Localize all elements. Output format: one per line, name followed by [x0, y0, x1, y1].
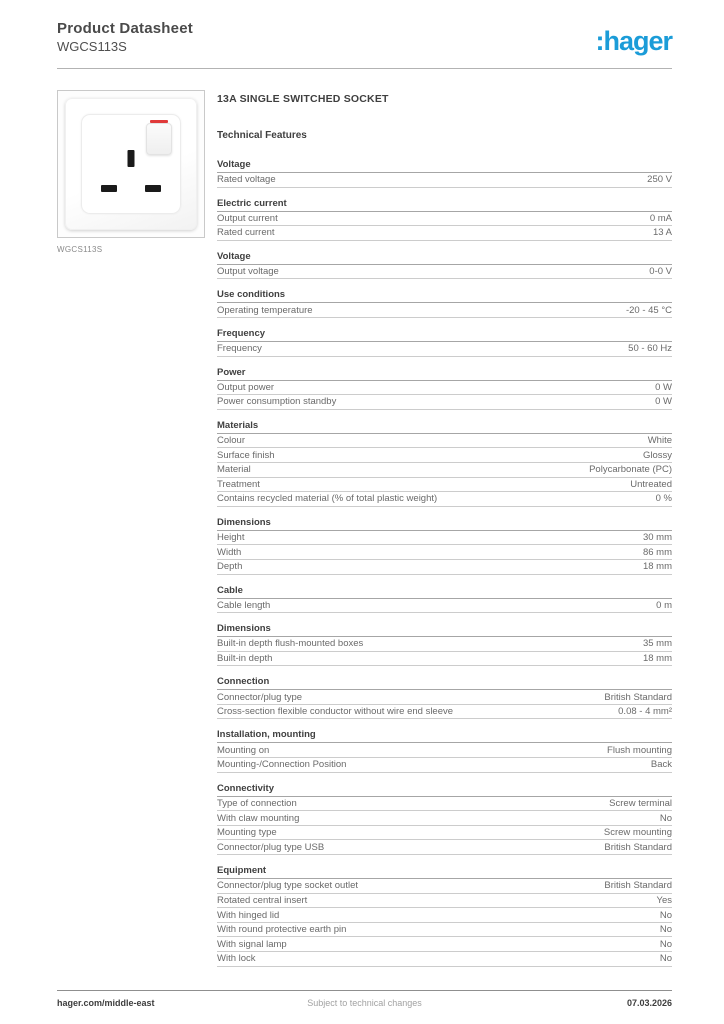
- spec-row: [217, 952, 672, 967]
- spec-row: [217, 879, 672, 894]
- spec-label: Output voltage: [217, 266, 279, 278]
- spec-label: With claw mounting: [217, 812, 300, 824]
- spec-value: 18 mm: [642, 561, 672, 573]
- switch-indicator: [150, 120, 168, 123]
- spec-label: Treatment: [217, 478, 260, 490]
- spec-row: [217, 937, 672, 952]
- spec-row: [217, 303, 672, 318]
- spec-label: Rated voltage: [217, 174, 276, 186]
- spec-label: Mounting on: [217, 744, 270, 756]
- section-title: Use conditions: [217, 288, 672, 303]
- spec-row: [217, 826, 672, 841]
- spec-label: Depth: [217, 561, 243, 573]
- spec-row: [217, 923, 672, 938]
- spec-value: 0 %: [655, 493, 672, 505]
- spec-row: [217, 652, 672, 667]
- spec-label: Built-in depth: [217, 652, 273, 664]
- spec-label: Width: [217, 546, 242, 558]
- spec-section: [217, 516, 672, 575]
- spec-label: Type of connection: [217, 797, 297, 809]
- spec-value: 0 W: [655, 381, 672, 393]
- spec-row: [217, 599, 672, 614]
- section-title: Voltage: [217, 158, 672, 173]
- section-title: Installation, mounting: [217, 728, 672, 743]
- spec-label: Mounting type: [217, 827, 277, 839]
- spec-label: With lock: [217, 953, 256, 965]
- spec-value: British Standard: [604, 880, 672, 892]
- spec-value: 0 mA: [649, 212, 672, 224]
- spec-section: [217, 158, 672, 188]
- section-title: Materials: [217, 419, 672, 434]
- spec-value: 86 mm: [642, 546, 672, 558]
- spec-row: [217, 463, 672, 478]
- spec-section: [217, 864, 672, 967]
- footer-divider: [57, 990, 672, 991]
- spec-value: 30 mm: [642, 532, 672, 544]
- spec-label: Connector/plug type USB: [217, 841, 325, 853]
- spec-value: British Standard: [604, 691, 672, 703]
- product-title: 13A SINGLE SWITCHED SOCKET: [217, 93, 389, 105]
- hager-logo: :hager: [595, 26, 672, 56]
- spec-section: [217, 366, 672, 410]
- spec-row: [217, 690, 672, 705]
- spec-value: Screw terminal: [609, 797, 672, 809]
- spec-value: White: [647, 435, 672, 447]
- spec-label: Operating temperature: [217, 304, 313, 316]
- spec-section: [217, 327, 672, 357]
- spec-section: [217, 728, 672, 772]
- spec-row: [217, 212, 672, 227]
- spec-row: [217, 758, 672, 773]
- spec-value: 35 mm: [642, 638, 672, 650]
- section-title: Dimensions: [217, 516, 672, 531]
- spec-row: [217, 637, 672, 652]
- spec-value: 0.08 - 4 mm²: [618, 706, 672, 718]
- section-title: Frequency: [217, 327, 672, 342]
- spec-label: Frequency: [217, 343, 262, 355]
- spec-value: No: [659, 953, 672, 965]
- section-title: Equipment: [217, 864, 672, 879]
- spec-label: Surface finish: [217, 449, 275, 461]
- spec-section: [217, 419, 672, 507]
- spec-label: With signal lamp: [217, 938, 287, 950]
- spec-row: [217, 531, 672, 546]
- spec-label: With hinged lid: [217, 909, 280, 921]
- earth-slot: [128, 150, 135, 167]
- section-title: Voltage: [217, 250, 672, 265]
- spec-row: [217, 342, 672, 357]
- spec-value: 13 A: [652, 227, 672, 239]
- spec-row: [217, 545, 672, 560]
- spec-value: Yes: [656, 894, 672, 906]
- footer-date: 07.03.2026: [626, 998, 672, 1008]
- section-title: Connectivity: [217, 782, 672, 797]
- socket-plate: [65, 98, 197, 230]
- section-title: Cable: [217, 584, 672, 599]
- page-title: Product Datasheet: [57, 20, 193, 37]
- spec-label: Built-in depth flush-mounted boxes: [217, 638, 364, 650]
- live-slot: [101, 185, 117, 192]
- spec-row: [217, 381, 672, 396]
- spec-row: [217, 811, 672, 826]
- spec-row: [217, 908, 672, 923]
- product-reference: WGCS113S: [57, 39, 127, 54]
- spec-value: 250 V: [647, 174, 672, 186]
- spec-sections: [217, 158, 672, 967]
- spec-value: Screw mounting: [603, 827, 672, 839]
- spec-label: Colour: [217, 435, 245, 447]
- spec-label: Cable length: [217, 599, 271, 611]
- spec-section: [217, 675, 672, 719]
- spec-value: Untreated: [630, 478, 672, 490]
- spec-row: [217, 705, 672, 720]
- spec-row: [217, 743, 672, 758]
- spec-label: Contains recycled material (% of total plastic weight): [217, 493, 438, 505]
- spec-label: Output current: [217, 212, 278, 224]
- spec-value: -20 - 45 °C: [625, 304, 672, 316]
- page-header: [57, 20, 672, 54]
- spec-value: 0-0 V: [649, 266, 672, 278]
- rocker-switch: [146, 123, 172, 155]
- product-image: [57, 90, 205, 238]
- spec-section: [217, 622, 672, 666]
- spec-label: Material: [217, 464, 251, 476]
- section-title: Connection: [217, 675, 672, 690]
- footer-disclaimer: Subject to technical changes: [307, 998, 422, 1008]
- neutral-slot: [145, 185, 161, 192]
- spec-value: Polycarbonate (PC): [589, 464, 672, 476]
- spec-section: [217, 584, 672, 614]
- spec-value: 0 W: [655, 396, 672, 408]
- spec-value: Glossy: [642, 449, 672, 461]
- spec-section: [217, 197, 672, 241]
- spec-value: No: [659, 924, 672, 936]
- spec-value: Back: [650, 759, 672, 771]
- spec-section: [217, 782, 672, 855]
- spec-label: Cross-section flexible conductor without wire end sleeve: [217, 706, 454, 718]
- spec-section: [217, 288, 672, 318]
- spec-row: [217, 560, 672, 575]
- spec-row: [217, 840, 672, 855]
- spec-value: Flush mounting: [607, 744, 672, 756]
- header-divider: [57, 68, 672, 69]
- spec-section: [217, 250, 672, 280]
- technical-features-heading: Technical Features: [217, 130, 307, 141]
- spec-row: [217, 492, 672, 507]
- section-title: Power: [217, 366, 672, 381]
- spec-label: With round protective earth pin: [217, 924, 347, 936]
- spec-value: No: [659, 812, 672, 824]
- spec-value: 18 mm: [642, 652, 672, 664]
- spec-label: Height: [217, 532, 245, 544]
- spec-row: [217, 797, 672, 812]
- spec-row: [217, 226, 672, 241]
- page-footer: [57, 998, 672, 1008]
- spec-row: [217, 478, 672, 493]
- spec-label: Power consumption standby: [217, 396, 337, 408]
- image-caption: WGCS113S: [57, 245, 103, 254]
- spec-label: Mounting-/Connection Position: [217, 759, 347, 771]
- spec-label: Connector/plug type: [217, 691, 303, 703]
- spec-column: [217, 93, 672, 976]
- spec-row: [217, 894, 672, 909]
- spec-row: [217, 173, 672, 188]
- section-title: Dimensions: [217, 622, 672, 637]
- section-title: Electric current: [217, 197, 672, 212]
- spec-label: Output power: [217, 381, 275, 393]
- spec-row: [217, 434, 672, 449]
- spec-row: [217, 395, 672, 410]
- spec-label: Rated current: [217, 227, 275, 239]
- spec-value: British Standard: [604, 841, 672, 853]
- footer-website-link[interactable]: hager.com/middle-east: [57, 998, 155, 1008]
- spec-value: 0 m: [656, 599, 672, 611]
- spec-value: No: [659, 909, 672, 921]
- spec-value: 50 - 60 Hz: [628, 343, 672, 355]
- spec-label: Connector/plug type socket outlet: [217, 880, 359, 892]
- spec-row: [217, 265, 672, 280]
- spec-row: [217, 448, 672, 463]
- spec-value: No: [659, 938, 672, 950]
- spec-label: Rotated central insert: [217, 894, 308, 906]
- socket-face: [81, 114, 181, 214]
